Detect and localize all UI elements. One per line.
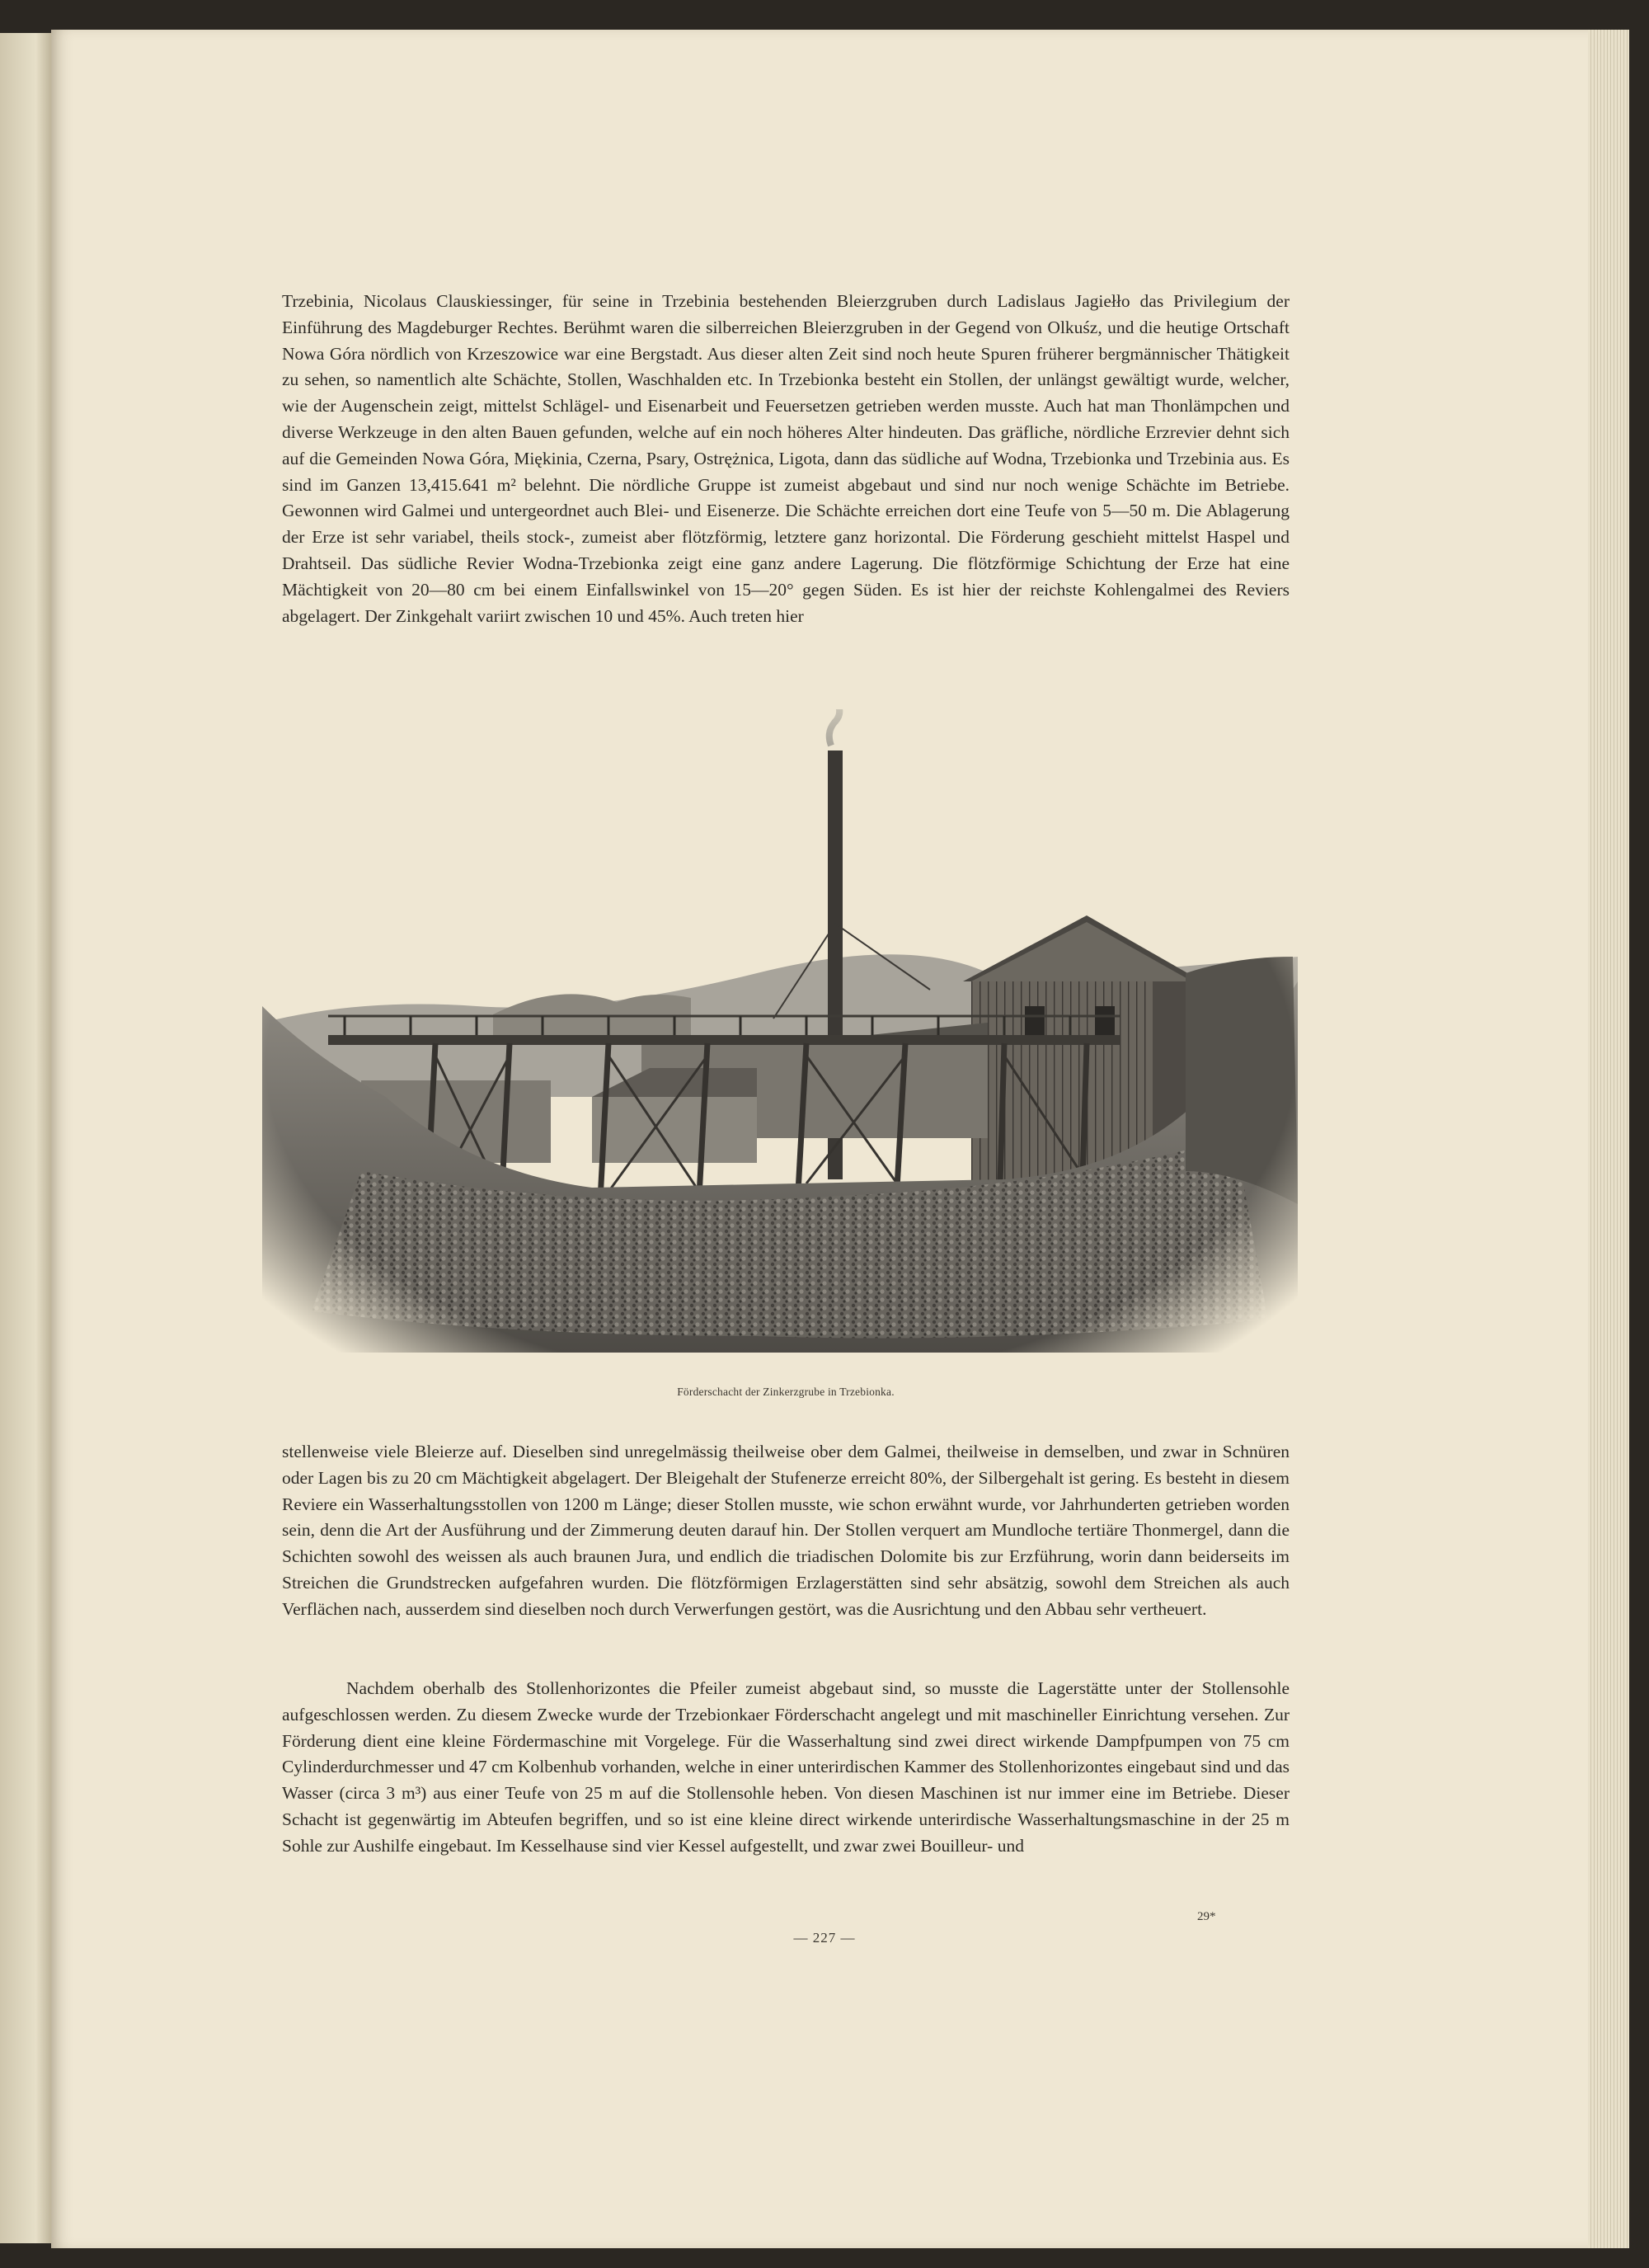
page-stack-edges [1588, 30, 1629, 2248]
mine-photograph [262, 709, 1298, 1353]
paragraph-text: stellenweise viele Bleierze auf. Dieselben sind unregelmässig theilweise ober dem Galmei, theilweise in demselben, und zwar in Schnüren oder Lagen bis zu 20 cm Mächtigkeit abgelagert. Der Bleigehalt der Stufenerze erreicht 80%, der Silbergehalt ist gering. Es besteht in diesem Reviere ein Wasserhaltungsstollen von 1200 m Länge; dieser Stollen musste, wie schon erwähnt wurde, vor Jahrhunderten getrieben worden sein, denn die Art der Ausführung und der Zimmerung deuten darauf hin. Der Stollen verquert am Mundloche tertiäre Thonmergel, dann die Schichten sowohl des weissen als auch braunen Jura, und endlich die triadischen Dolomite bis zur Erzführung, worin dann beiderseits im Streichen die Grundstrecken aufgefahren wurden. Die flötzförmigen Erzlagerstätten sind sehr absätzig, sowohl dem Streichen als auch Verflächen nach, ausserdem sind dieselben noch durch Verwerfungen gestört, was die Ausrichtung und den Abbau sehr vertheuert. [282, 1442, 1290, 1619]
page-number: — 227 — [793, 1930, 856, 1946]
signature-mark: 29* [1197, 1910, 1216, 1923]
paragraph-text: Trzebinia, Nicolaus Clauskiessinger, für seine in Trzebinia bestehenden Bleierzgruben durch Ladislaus Jagiełło das Privilegium der Einführung des Magdeburger Rechtes. Berühmt waren die silberreichen Bleierzgruben in der Gegend von Olkuśz, und die heutige Ortschaft Nowa Góra nördlich von Krzeszowice war eine Bergstadt. Aus dieser alten Zeit sind noch heute Spuren früherer bergmännischer Thätigkeit zu sehen, so namentlich alte Schächte, Stollen, Waschhalden etc. In Trzebionka besteht ein Stollen, der unlängst gewältigt wurde, welcher, wie der Augenschein zeigt, mittelst Schlägel- und Eisenarbeit und Feuersetzen getrieben werden musste. Auch hat man Thonlämpchen und diverse Werkzeuge in den alten Bauen gefunden, welche auf ein noch höheres Alter hindeuten. Das gräfliche, nördliche Erzrevier dehnt sich auf die Gemeinden Nowa Góra, Miękinia, Czerna, Psary, Ostrężnica, Ligota, dann das südliche auf Wodna, Trzebionka und Trzebinia aus. Es sind im Ganzen 13,415.641 m² belehnt. Die nördliche Gruppe ist zumeist abgebaut und sind nur noch wenige Schächte im Betriebe. Gewonnen wird Galmei und untergeordnet auch Blei- und Eisenerze. Die Schächte erreichen dort eine Teufe von 5—50 m. Die Ablagerung der Erze ist sehr variabel, theils stock-, zumeist aber flötzförmig, letztere ganz horizontal. Die Förderung geschieht mittelst Haspel und Drahtseil. Das südliche Revier Wodna-Trzebionka zeigt eine ganz andere Lagerung. Die flötzförmige Schichtung der Erze hat eine Mächtigkeit von 20—80 cm bei einem Einfallswinkel von 15—20° gegen Süden. Es ist hier der reichste Kohlengalmei des Reviers abgelagert. Der Zinkgehalt variirt zwischen 10 und 45%. Auch treten hier [282, 291, 1290, 626]
figure-caption: Förderschacht der Zinkerzgrube in Trzebionka. [677, 1386, 895, 1398]
body-paragraph-top [282, 289, 1290, 629]
shaft-building-illustration [262, 709, 1298, 1353]
body-paragraph-next [282, 1676, 1290, 1860]
body-paragraph-continued [282, 1439, 1290, 1623]
facing-page-edge [0, 33, 51, 2243]
paragraph-text: Nachdem oberhalb des Stollenhorizontes die Pfeiler zumeist abgebaut sind, so musste die Lagerstätte unter der Stollensohle aufgeschlossen werden. Zu diesem Zwecke wurde der Trzebionkaer Förderschacht angelegt und mit maschineller Einrichtung versehen. Zur Förderung dient eine kleine Fördermaschine mit Vorgelege. Für die Wasserhaltung sind zwei direct wirkende Dampfpumpen von 75 cm Cylinderdurchmesser und 47 cm Kolbenhub vorhanden, welche in einer unterirdischen Kammer des Stollenhorizontes eingebaut sind und das Wasser (circa 3 m³) aus einer Teufe von 25 m auf die Stollensohle heben. Von diesen Maschinen ist nur immer eine im Betriebe. Dieser Schacht ist gegenwärtig im Abteufen begriffen, und so ist eine kleine direct wirkende unterirdische Wasserhaltungsmaschine in der 25 m Sohle zur Aushilfe eingebaut. Im Kesselhause sind vier Kessel aufgestellt, und zwar zwei Bouilleur- und [282, 1678, 1290, 1856]
